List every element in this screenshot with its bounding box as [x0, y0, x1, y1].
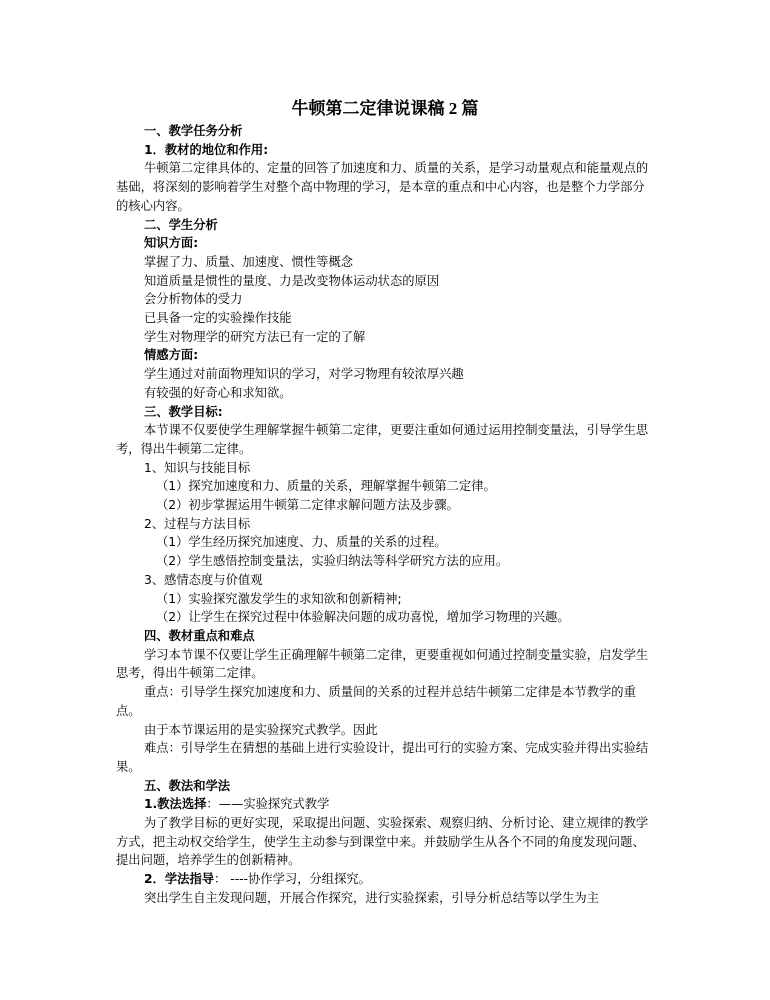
paragraph: [116, 346, 654, 365]
paragraph: [116, 384, 654, 403]
paragraph: [116, 683, 654, 720]
paragraph-text: 已具备一定的实验操作技能: [144, 311, 292, 326]
paragraph: [116, 365, 654, 384]
paragraph: [116, 141, 654, 160]
paragraph-text: （2）学生感悟控制变量法，实验归纳法等科学研究方法的应用。: [156, 554, 509, 569]
paragraph: [116, 627, 654, 646]
paragraph-label: 2．学法指导: [144, 872, 215, 887]
paragraph: [116, 496, 654, 515]
paragraph: [116, 515, 654, 534]
paragraph-text: 知识方面:: [144, 236, 199, 251]
document-page: [116, 96, 654, 908]
document-body: [116, 122, 654, 908]
paragraph-text: 一、教学任务分析: [144, 124, 243, 138]
paragraph-text: （1）学生经历探究加速度、力、质量的关系的过程。: [156, 535, 447, 550]
paragraph-text: 三、教学目标:: [144, 404, 223, 419]
paragraph: [116, 459, 654, 478]
paragraph-text: 1．教材的地位和作用:: [144, 142, 269, 157]
paragraph: [116, 328, 654, 347]
paragraph: [116, 777, 654, 796]
paragraph-text: 有较强的好奇心和求知欲。: [144, 385, 292, 400]
paragraph-text: 重点：引导学生探究加速度和力、质量间的关系的过程并总结牛顿第二定律是本节教学的重点。: [116, 685, 636, 718]
paragraph: [116, 795, 654, 814]
paragraph: [116, 403, 654, 422]
paragraph: [116, 290, 654, 309]
paragraph: [116, 216, 654, 235]
paragraph-text: 2、过程与方法目标: [144, 516, 251, 531]
paragraph-text: 本节课不仅要使学生理解掌握牛顿第二定律，更要注重如何通过运用控制变量法，引导学生思考，得出牛顿第二定律。: [116, 423, 649, 456]
paragraph-text: （2）让学生在探究过程中体验解决问题的成功喜悦，增加学习物理的兴趣。: [156, 610, 570, 625]
document-title: 牛顿第二定律说课稿 2 篇: [291, 99, 479, 118]
paragraph: [116, 421, 654, 458]
paragraph-text: 为了教学目标的更好实现，采取提出问题、实验探索、观察归纳、分析讨论、建立规律的教学方式，把主动权交给学生，使学生主动参与到课堂中来。并鼓励学生从各个不同的角度发现问题、提出问题，培养学生的创新精神。: [116, 816, 649, 868]
paragraph-text: 突出学生自主发现问题，开展合作探究，进行实验探索，引导分析总结等以学生为主: [144, 890, 599, 905]
paragraph: [116, 590, 654, 609]
paragraph: [116, 608, 654, 627]
paragraph-text: （2）初步掌握运用牛顿第二定律求解问题方法及步骤。: [156, 498, 459, 513]
paragraph-label: 1.教法选择: [144, 797, 207, 812]
paragraph: [116, 889, 654, 908]
paragraph-text: （1）实验探究激发学生的求知欲和创新精神;: [156, 591, 402, 606]
paragraph: [116, 122, 654, 141]
paragraph-text: 由于本节课运用的是实验探究式教学。因此: [144, 722, 378, 737]
paragraph: [116, 739, 654, 776]
paragraph: [116, 533, 654, 552]
paragraph-text: （1）探究加速度和力、质量的关系，理解掌握牛顿第二定律。: [156, 479, 496, 494]
paragraph-text: 五、教法和学法: [144, 778, 231, 793]
paragraph: [116, 552, 654, 571]
paragraph-text: 学生通过对前面物理知识的学习，对学习物理有较浓厚兴趣: [144, 367, 464, 382]
paragraph-text: 知道质量是惯性的量度、力是改变物体运动状态的原因: [144, 273, 440, 288]
paragraph: [116, 870, 654, 889]
paragraph-text: ： ----协作学习，分组探究。: [214, 872, 371, 887]
paragraph-text: 学习本节课不仅要让学生正确理解牛顿第二定律，更要重视如何通过控制变量实验，启发学生思考，得出牛顿第二定律。: [116, 647, 649, 681]
paragraph: [116, 234, 654, 253]
paragraph: [116, 477, 654, 496]
paragraph: [116, 721, 654, 740]
paragraph: [116, 159, 654, 215]
paragraph: [116, 571, 654, 590]
paragraph-text: 会分析物体的受力: [144, 292, 243, 307]
paragraph-text: 学生对物理学的研究方法已有一定的了解: [144, 329, 366, 344]
paragraph-text: 1、知识与技能目标: [144, 460, 251, 475]
paragraph: [116, 272, 654, 291]
paragraph-text: 二、学生分析: [144, 217, 218, 232]
paragraph: [116, 253, 654, 272]
paragraph-text: 情感方面:: [144, 348, 199, 363]
paragraph-text: 掌握了力、质量、加速度、惯性等概念: [144, 254, 354, 269]
paragraph: [116, 814, 654, 870]
paragraph-text: ：——实验探究式教学: [206, 797, 330, 812]
paragraph: [116, 646, 654, 683]
paragraph: [116, 309, 654, 328]
paragraph-text: 难点：引导学生在猜想的基础上进行实验设计，提出可行的实验方案、完成实验并得出实验结果。: [116, 741, 649, 774]
paragraph-text: 四、教材重点和难点: [144, 628, 255, 643]
paragraph-text: 3、感情态度与价值观: [144, 572, 263, 587]
paragraph-text: 牛顿第二定律具体的、定量的回答了加速度和力、质量的关系，是学习动量观点和能量观点的基础，将深刻的影响着学生对整个高中物理的学习，是本章的重点和中心内容，也是整个力学部分的核心内容。: [116, 161, 649, 213]
